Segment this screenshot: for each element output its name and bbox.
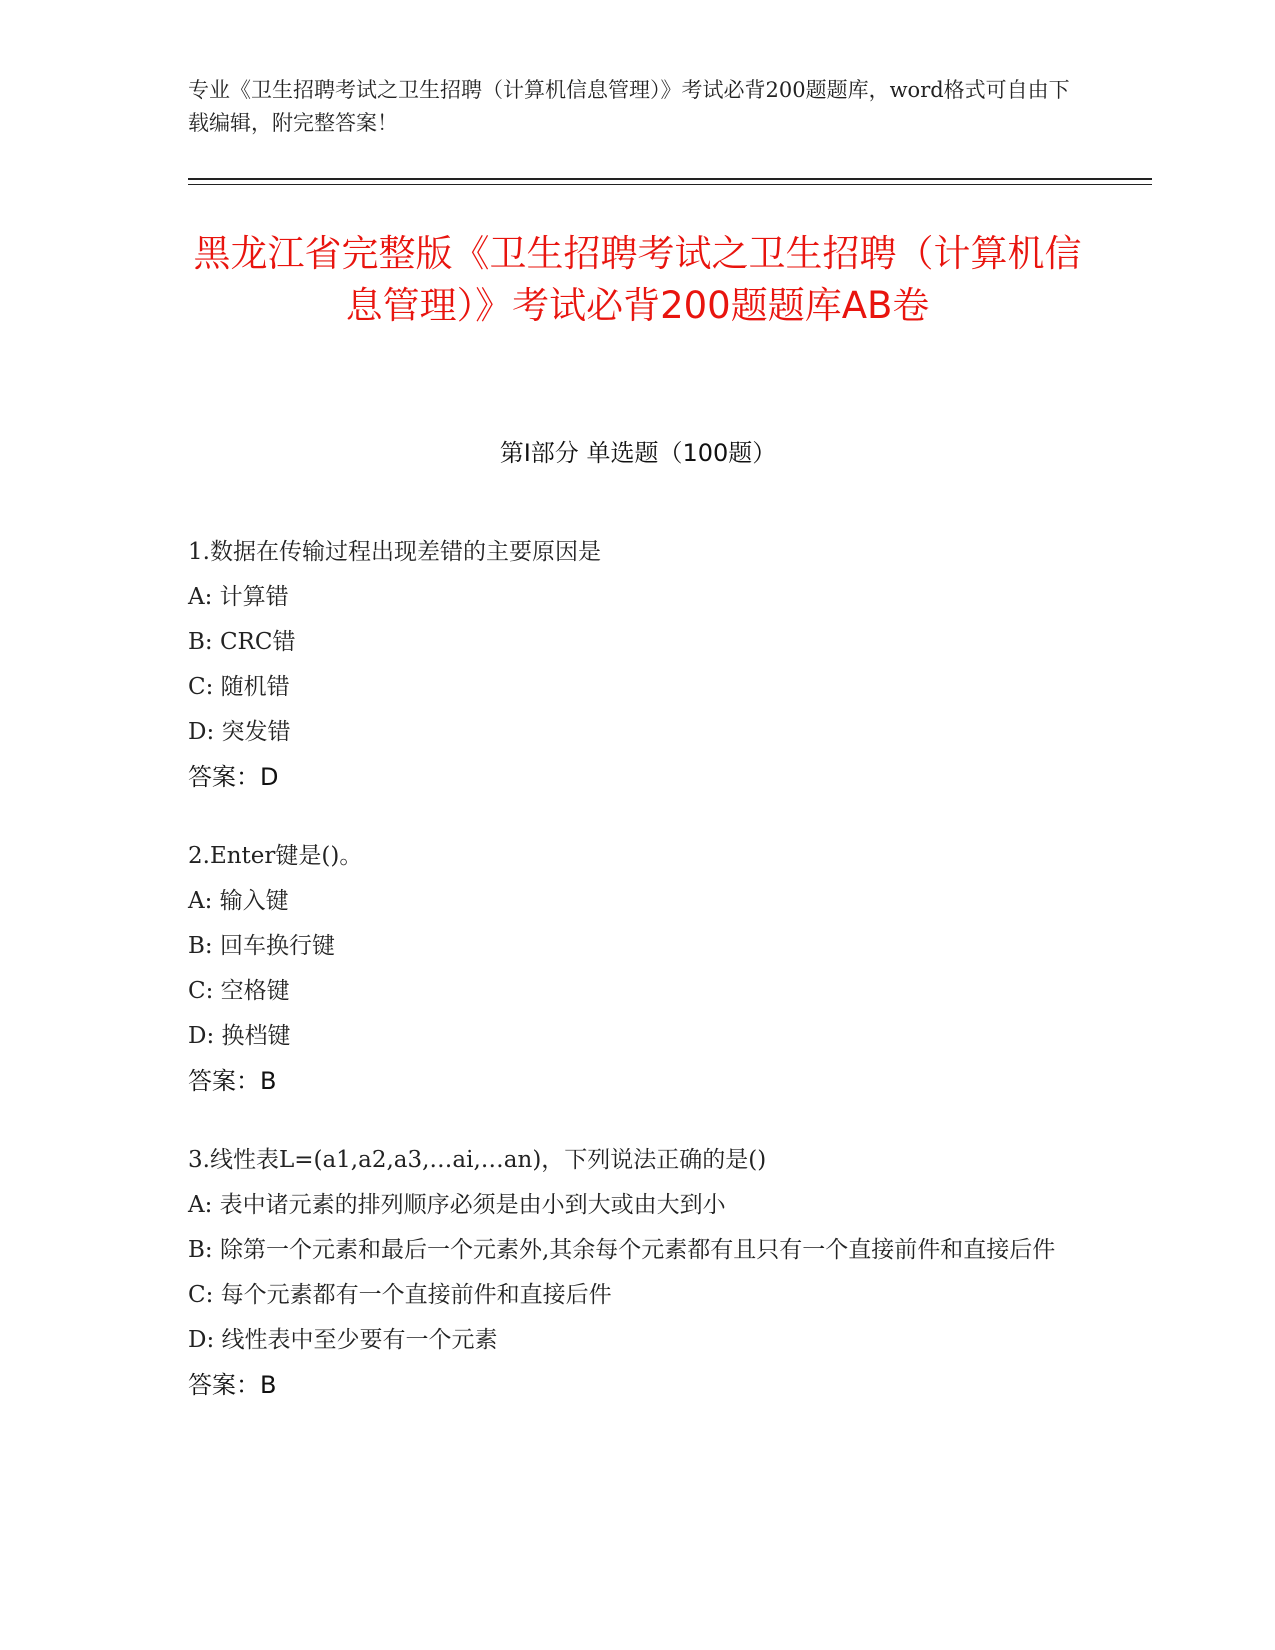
option-a: A: 表中诸元素的排列顺序必须是由小到大或由大到小: [188, 1192, 726, 1218]
question-stem: 2.Enter键是()。: [188, 843, 363, 869]
option-b: B: 除第一个元素和最后一个元素外,其余每个元素都有且只有一个直接前件和直接后件: [188, 1237, 1056, 1263]
option-a: A: 输入键: [188, 888, 289, 914]
option-b: B: 回车换行键: [188, 933, 335, 959]
option-d: D: 线性表中至少要有一个元素: [188, 1327, 498, 1353]
question-list: [188, 530, 1068, 1442]
answer: 答案：D: [188, 763, 279, 791]
option-b: B: CRC错: [188, 629, 296, 655]
document-title: 黑龙江省完整版《卫生招聘考试之卫生招聘（计算机信息管理）》考试必背200题题库AB卷: [193, 232, 1082, 327]
answer: 答案：B: [188, 1067, 277, 1095]
option-a: A: 计算错: [188, 584, 289, 610]
question-3: [188, 1138, 1068, 1408]
option-d: D: 突发错: [188, 719, 291, 745]
option-d: D: 换档键: [188, 1023, 291, 1049]
option-c: C: 随机错: [188, 674, 290, 700]
option-c: C: 每个元素都有一个直接前件和直接后件: [188, 1282, 612, 1308]
header-divider-thin: [188, 184, 1152, 185]
question-2: [188, 834, 1068, 1104]
answer: 答案：B: [188, 1371, 277, 1399]
option-c: C: 空格键: [188, 978, 290, 1004]
header-note: 专业《卫生招聘考试之卫生招聘（计算机信息管理）》考试必背200题题库，word格式可自由下载编辑，附完整答案！: [188, 78, 1070, 135]
header-divider-thick: [188, 178, 1152, 180]
question-stem: 1.数据在传输过程出现差错的主要原因是: [188, 539, 601, 565]
section-title: 第Ⅰ部分 单选题（100题）: [499, 439, 777, 467]
question-1: [188, 530, 1068, 800]
question-stem: 3.线性表L=(a1,a2,a3,…ai,…an)，下列说法正确的是(): [188, 1147, 767, 1173]
